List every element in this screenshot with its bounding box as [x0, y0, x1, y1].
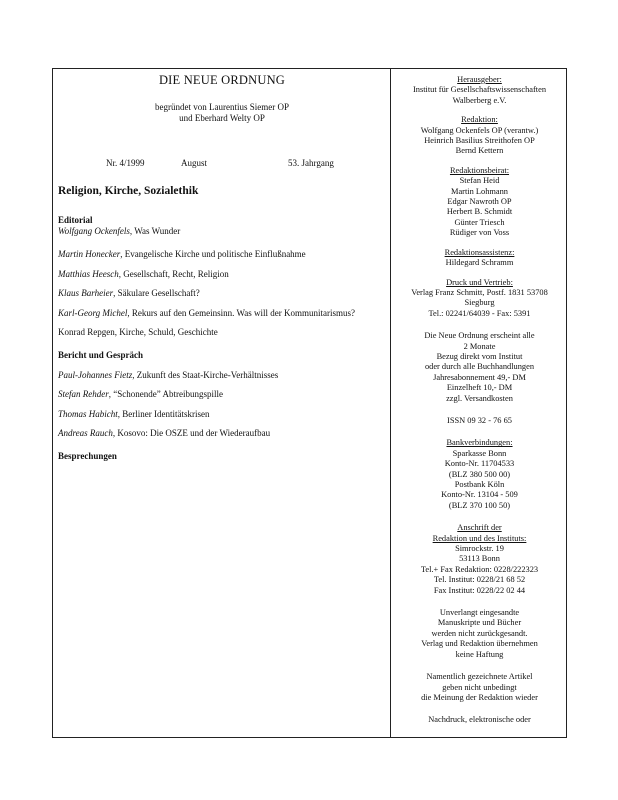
- toc-author: Stefan Rehder: [58, 389, 109, 399]
- table-of-contents: [58, 215, 388, 462]
- imprint-line: Heinrich Basilius Streithofen OP: [424, 136, 535, 146]
- toc-entry[interactable]: [58, 249, 388, 260]
- imprint-heading: Herausgeber:: [457, 75, 502, 84]
- imprint-line: Siegburg: [464, 298, 495, 308]
- imprint-line: Unverlangt eingesandte: [439, 608, 520, 618]
- founded-by: [53, 102, 391, 124]
- imprint-line: geben nicht unbedingt: [442, 682, 517, 692]
- toc-entry[interactable]: [58, 428, 388, 439]
- toc-section-report: Bericht und Gespräch: [58, 350, 144, 360]
- toc-entry[interactable]: [58, 226, 388, 237]
- imprint-assistant: [391, 248, 567, 269]
- imprint-heading: Redaktionsassistenz:: [444, 247, 515, 257]
- issue-number: Nr. 4/1999: [106, 158, 145, 168]
- toc-author: Klaus Barheier: [58, 288, 114, 298]
- imprint-heading: Redaktion:: [461, 115, 498, 125]
- imprint-line: Verlag Franz Schmitt, Postf. 1831 53708: [411, 287, 548, 297]
- imprint-line: Martin Lohmann: [451, 186, 508, 196]
- imprint-column: [391, 69, 567, 737]
- imprint-editorial: [391, 115, 567, 157]
- imprint-line: Bernd Kettern: [455, 146, 504, 156]
- toc-author: Matthias Heesch: [58, 268, 119, 279]
- imprint-disclaimer: [391, 608, 567, 660]
- imprint-line: Institut für Gesellschaftswissenschaften: [412, 85, 547, 95]
- toc-title: , “Schonende” Abtreibungspille: [108, 389, 223, 399]
- imprint-line: Tel.: 02241/64039 - Fax: 5391: [428, 308, 531, 318]
- toc-title: , Berliner Identitätskrisen: [117, 408, 210, 419]
- imprint-line: Simrockstr. 19: [455, 544, 504, 554]
- imprint-heading: Anschrift der: [457, 523, 502, 533]
- issue-volume: 53. Jahrgang: [288, 158, 334, 168]
- toc-section-editorial: Editorial: [58, 215, 93, 225]
- imprint-line: die Meinung der Redaktion wieder: [421, 692, 538, 702]
- imprint-line: Die Neue Ordnung erscheint alle: [424, 331, 535, 341]
- imprint-heading: Druck und Vertrieb:: [446, 277, 513, 287]
- toc-entry[interactable]: [58, 389, 388, 400]
- imprint-line: Manuskripte und Bücher: [437, 618, 522, 628]
- imprint-board: [391, 166, 567, 239]
- imprint-heading: Redaktionsbeirat:: [449, 165, 510, 175]
- toc-author: Wolfgang Ockenfels: [58, 226, 130, 236]
- toc-title: , Gesellschaft, Recht, Religion: [118, 268, 229, 279]
- imprint-publisher: [391, 75, 567, 106]
- imprint-line: Tel. Institut: 0228/21 68 52: [433, 575, 526, 585]
- imprint-line: Namentlich gezeichnete Artikel: [426, 672, 533, 682]
- toc-title: , Kosovo: Die OSZE und der Wiederaufbau: [112, 428, 271, 438]
- toc-author: Thomas Habicht: [58, 408, 118, 419]
- imprint-line: Herbert B. Schmidt: [446, 207, 513, 217]
- imprint-line: (BLZ 380 500 00): [448, 469, 511, 479]
- imprint-line: Konto-Nr. 13104 - 509: [441, 490, 518, 500]
- imprint-line: oder durch alle Buchhandlungen: [424, 362, 535, 372]
- publication-title: DIE NEUE ORDNUNG: [158, 73, 286, 87]
- toc-author: Paul-Johannes Fietz: [58, 369, 133, 380]
- imprint-line: Bezug direkt vom Institut: [436, 351, 523, 361]
- founded-line: und Eberhard Welty OP: [179, 113, 265, 123]
- imprint-disclaimer: [391, 715, 567, 725]
- imprint-line: zzgl. Versandkosten: [446, 393, 513, 403]
- toc-entry[interactable]: [58, 269, 388, 280]
- toc-title: , Was Wunder: [129, 226, 181, 236]
- toc-entry[interactable]: [58, 370, 388, 381]
- toc-title: Konrad Repgen, Kirche, Schuld, Geschichte: [58, 327, 218, 337]
- imprint-line: Günter Triesch: [454, 217, 505, 227]
- toc-author: Karl-Georg Michel: [58, 307, 128, 318]
- imprint-disclaimer: [391, 672, 567, 703]
- issue-theme-title: Religion, Kirche, Sozialethik: [58, 185, 199, 197]
- imprint-line: Rüdiger von Voss: [449, 228, 510, 238]
- toc-section-reviews: Besprechungen: [58, 451, 117, 461]
- toc-title: , Zukunft des Staat-Kirche-Verhältnisses: [132, 369, 279, 380]
- imprint-line: 2 Monate: [463, 341, 496, 351]
- imprint-line: Postbank Köln: [454, 480, 505, 489]
- imprint-line: Konto-Nr. 11704533: [444, 459, 515, 469]
- imprint-line: Fax Institut: 0228/22 02 44: [433, 585, 526, 595]
- imprint-line: Nachdruck, elektronische oder: [428, 715, 531, 725]
- imprint-line: Hildegard Schramm: [445, 258, 514, 268]
- imprint-line: Sparkasse Bonn: [452, 448, 507, 458]
- imprint-line: Einzelheft 10,- DM: [446, 383, 513, 393]
- page-frame: [52, 68, 567, 738]
- imprint-line: Stefan Heid: [459, 176, 500, 186]
- imprint-bank: [391, 438, 567, 511]
- toc-entry[interactable]: [58, 409, 388, 420]
- imprint-heading: Redaktion und des Instituts:: [432, 533, 527, 543]
- toc-title: , Rekurs auf den Gemeinsinn. Was will der Kommunitarismus?: [127, 307, 355, 318]
- main-column: [53, 69, 391, 737]
- issue-month: August: [181, 158, 208, 168]
- imprint-address: [391, 523, 567, 596]
- imprint-issn: ISSN 09 32 - 76 65: [447, 415, 512, 425]
- imprint-line: Tel.+ Fax Redaktion: 0228/222323: [420, 564, 539, 574]
- toc-entry[interactable]: [58, 327, 388, 338]
- imprint-line: keine Haftung: [455, 649, 504, 659]
- imprint-line: Wolfgang Ockenfels OP (verantw.): [420, 125, 539, 135]
- imprint-line: werden nicht zurückgesandt.: [431, 628, 528, 638]
- imprint-line: Verlag und Redaktion übernehmen: [421, 639, 538, 649]
- imprint-line: 53113 Bonn: [459, 554, 500, 564]
- toc-entry[interactable]: [58, 288, 388, 299]
- imprint-line: Walberberg e.V.: [452, 95, 507, 105]
- toc-author: Andreas Rauch: [58, 428, 113, 438]
- imprint-line: (BLZ 370 100 50): [448, 500, 511, 510]
- founded-line: begründet von Laurentius Siemer OP: [155, 102, 289, 112]
- imprint-heading: Bankverbindungen:: [446, 438, 513, 448]
- toc-entry[interactable]: [58, 308, 388, 319]
- imprint-line: Jahresabonnement 49,- DM: [433, 372, 526, 382]
- toc-title: , Säkulare Gesellschaft?: [113, 288, 200, 298]
- imprint-print: [391, 278, 567, 320]
- imprint-subscription: [391, 331, 567, 404]
- imprint-line: Edgar Nawroth OP: [447, 197, 512, 207]
- toc-title: , Evangelische Kirche und politische Einflußnahme: [120, 249, 306, 259]
- toc-author: Martin Honecker: [58, 249, 121, 259]
